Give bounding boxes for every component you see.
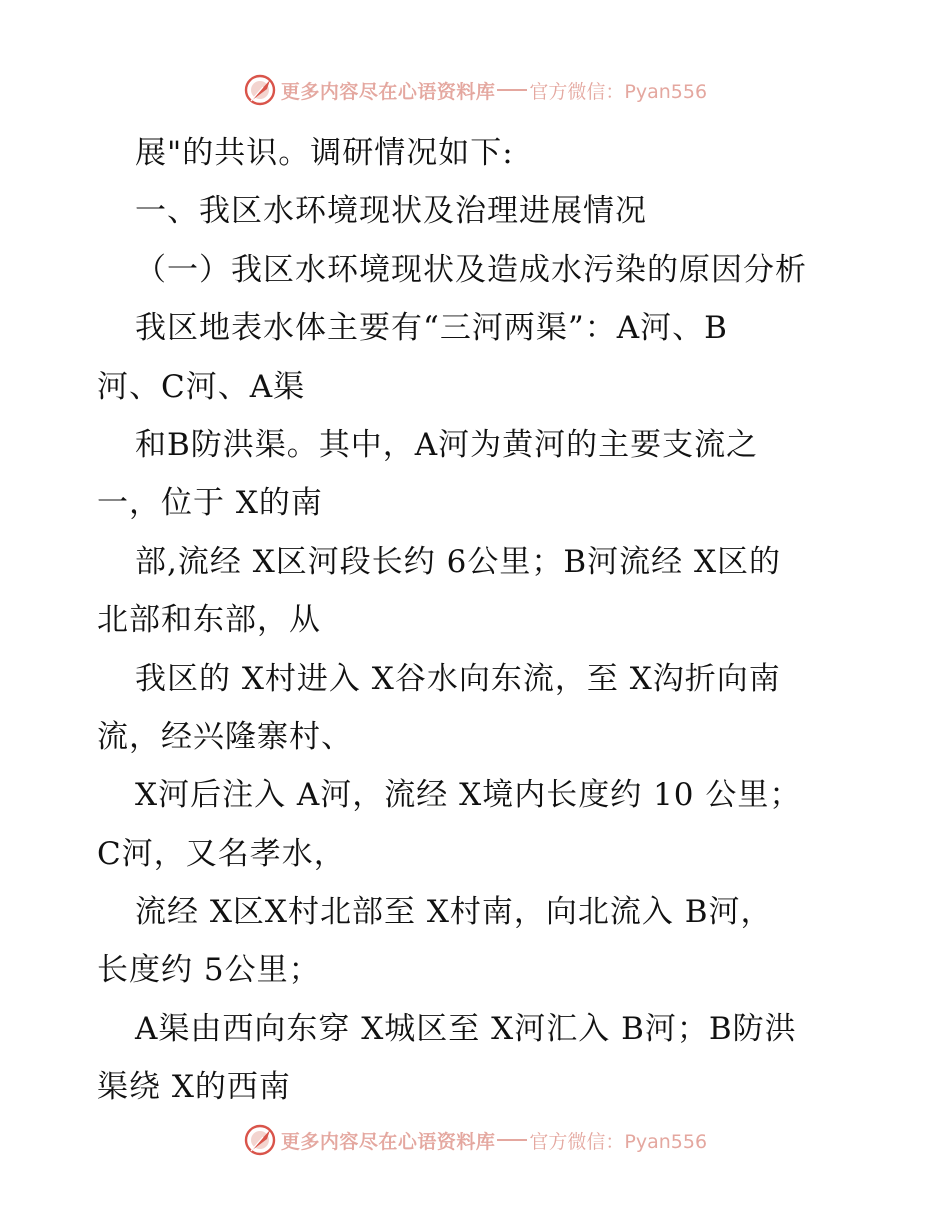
body-line: 一，位于 X的南 xyxy=(97,485,323,522)
feather-pen-logo-icon xyxy=(243,1123,277,1157)
header-banner-text: 更多内容尽在心语资料库 xyxy=(280,80,496,103)
header-banner-dash xyxy=(497,89,527,91)
body-line: 渠绕 X的西南 xyxy=(97,1069,291,1106)
footer-banner-contact: 官方微信：Pyan556 xyxy=(529,1130,708,1153)
footer-banner xyxy=(0,1120,950,1160)
body-line: X河后注入 A河，流经 X境内长度约 10 公里； xyxy=(135,777,802,814)
body-line: 流经 X区X村北部至 X村南，向北流入 B河， xyxy=(135,894,773,931)
footer-banner-text: 更多内容尽在心语资料库 xyxy=(280,1130,496,1153)
body-line: 流，经兴隆寨村、 xyxy=(97,718,353,755)
body-line: 河、C河、A渠 xyxy=(97,368,306,405)
header-banner-contact: 官方微信：Pyan556 xyxy=(529,80,708,103)
body-line: 我区的 X村进入 X谷水向东流，至 X沟折向南 xyxy=(135,660,781,697)
body-line: 部,流经 X区河段长约 6公里；B河流经 X区的 xyxy=(135,543,782,580)
body-line: 我区地表水体主要有“三河两渠”：A河、B xyxy=(135,310,728,347)
feather-pen-logo-icon xyxy=(243,73,277,107)
footer-banner-dash xyxy=(497,1139,527,1141)
body-line: 展"的共识。调研情况如下: xyxy=(135,135,514,171)
body-line: 长度约 5公里； xyxy=(97,952,321,989)
subsection-heading: （一）我区水环境现状及造成水污染的原因分析 xyxy=(135,251,807,288)
body-line: C河，又名孝水， xyxy=(97,835,346,872)
body-line: 和B防洪渠。其中，A河为黄河的主要支流之 xyxy=(135,426,759,463)
section-heading: 一、我区水环境现状及治理进展情况 xyxy=(135,193,647,230)
body-line: A渠由西向东穿 X城区至 X河汇入 B河；B防洪 xyxy=(135,1010,797,1047)
document-body xyxy=(97,124,877,1117)
body-line: 北部和东部，从 xyxy=(97,602,321,639)
header-banner xyxy=(0,70,950,110)
